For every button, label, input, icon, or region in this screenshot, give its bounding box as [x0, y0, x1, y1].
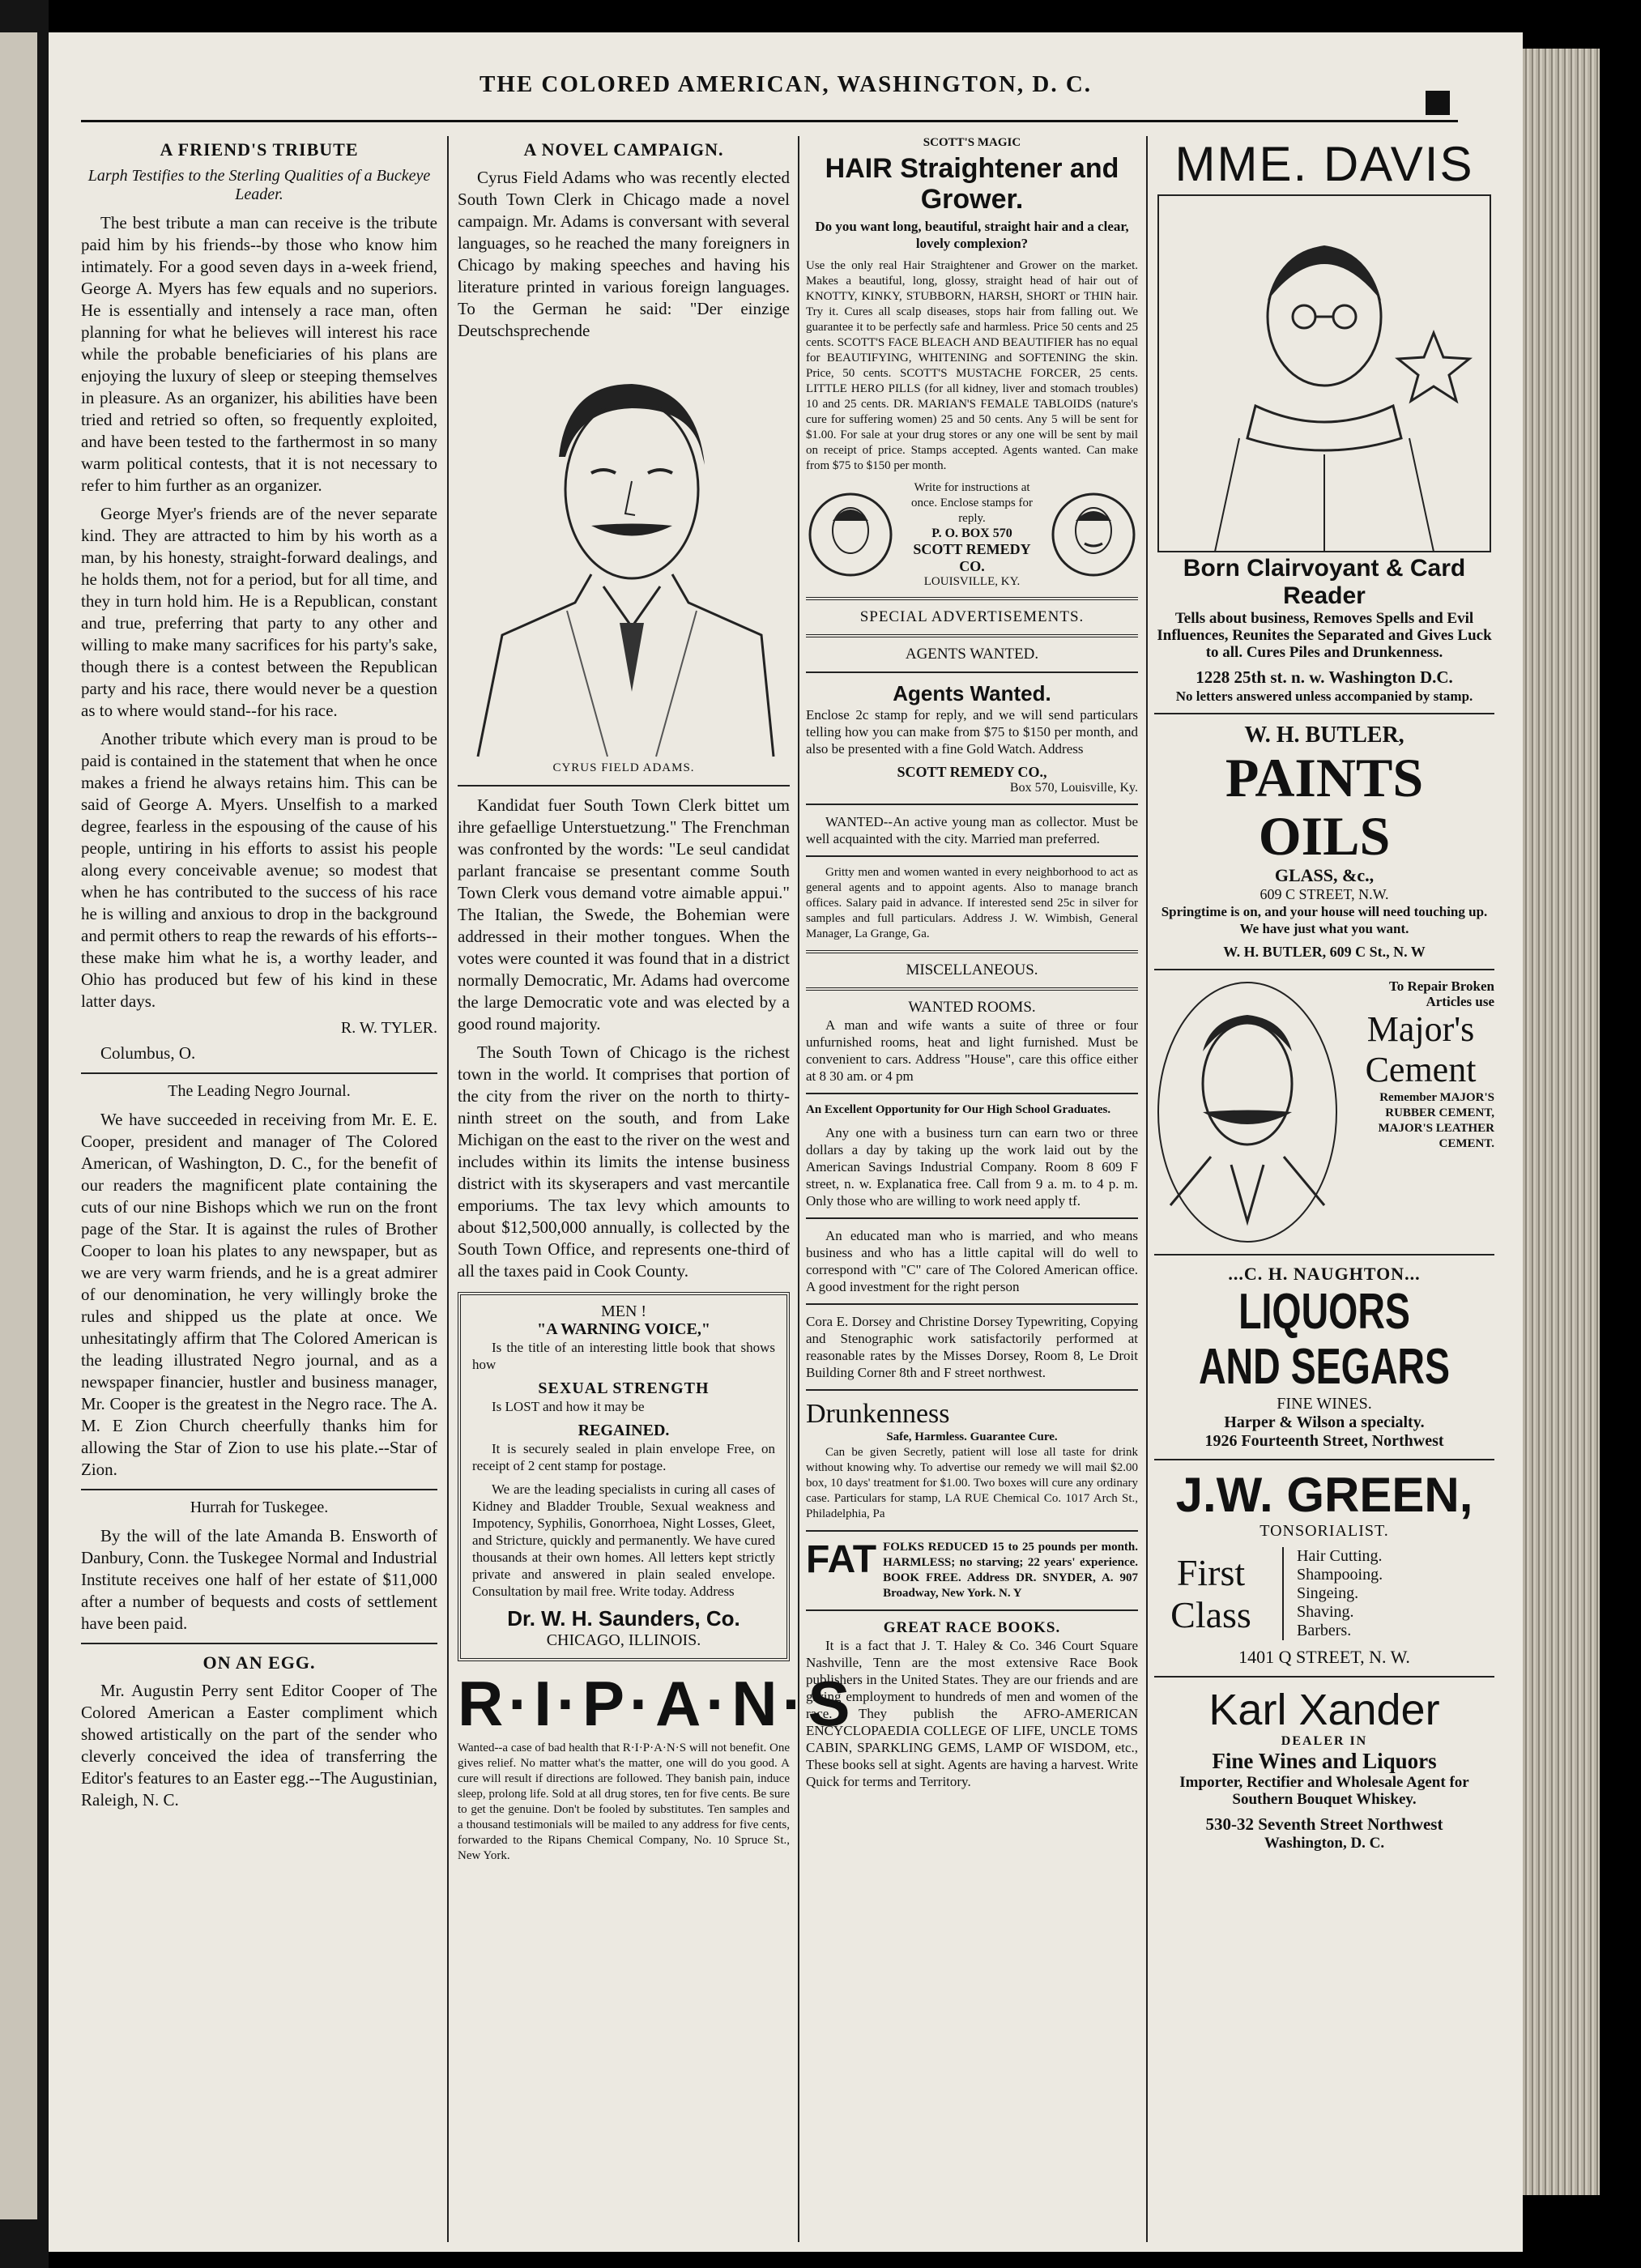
- hair-title: HAIR Straightener and Grower.: [825, 153, 1119, 215]
- men-text: We are the leading specialists in curing all cases of Kidney and Bladder Trouble, Sexual weakness and Impotency, Syphilis, Gonorrhoea, Night Losses, Gleet, and Stricture, quickly and permanently. We have cured thousands at their own homes. All letters kept strictly private and answered in plain sealed envelope. Consultation by mail free. Write today. Address: [472, 1481, 775, 1599]
- men-text: Is the title of an interesting little book that shows how: [472, 1340, 775, 1372]
- drunkenness-sub: Safe, Harmless. Guarantee Cure.: [886, 1430, 1058, 1443]
- divider: [806, 1530, 1138, 1532]
- green-services: [1154, 1547, 1494, 1640]
- journal-paragraph: We have succeeded in receiving from Mr. E. E. Cooper, president and manager of The Colored American, of Washington, D. C., for the benefit of our readers the magnificent plate containing the cuts of our nine Bishops which we run on the front page of the Star. It is against the rules of Brother Cooper to loan his plates to any newspaper, but as we are very warm friends, and he is a great admirer of our denomination, he very willingly broke the rules and shipped us the plate at once. We unhesitatingly affirm that The Colored American is the leading illustrated Negro journal, and as a newspaper financier, hustler and business manager, Mr. Cooper is the greatest in the Negro race. The A. M. E Zion Church cheerfully thanks him for allowing the Star of Zion to use his plate.--Star of Zion.: [81, 1110, 437, 1479]
- naughton-name: ...C. H. NAUGHTON...: [1228, 1264, 1421, 1284]
- harper-wilson: Harper & Wilson a specialty.: [1224, 1413, 1425, 1431]
- tuskegee-title: Hurrah for Tuskegee.: [190, 1498, 329, 1516]
- divider: [806, 1303, 1138, 1305]
- egg-title: ON AN EGG.: [202, 1652, 316, 1673]
- hair-write: Write for instructions at once. Enclose stamps for reply.: [911, 481, 1033, 525]
- top-rule: [81, 120, 1458, 122]
- mme-davis-portrait: [1158, 195, 1490, 552]
- butler-text: Springtime is on, and your house will need touching up. We have just what you want.: [1161, 904, 1488, 936]
- tribute-paragraph: George Myer's friends are of the never separate kind. They are attracted to him by his worth as a man, by his honesty, straight-forward dealings, and he holds them, not for a period, but for all time, and they in turn hold him. He is a Republican, constant and true, preferring that party to any other and willing to make many sacrifices for his party's sake, though there is a contest between the Republican party and his race, there would never be a question as to where would stand--for his race.: [81, 504, 437, 720]
- page-stack-edge: [1523, 49, 1600, 2195]
- liquors-segars: LIQUORS AND SEGARS: [1198, 1284, 1451, 1395]
- davis-title: MME. DAVIS: [1174, 137, 1474, 191]
- majors-cement: Major's Cement: [1365, 1009, 1477, 1089]
- warning-voice-ad: [458, 1292, 790, 1661]
- facing-page-edge: [0, 32, 37, 2219]
- men-subtitle: "A WARNING VOICE,": [537, 1320, 710, 1338]
- xander-wines: Fine Wines and Liquors: [1212, 1749, 1437, 1773]
- tribute-paragraph: Another tribute which every man is proud to be paid is contained in the statement that when he once makes a friend he always retains him. This can be said of George A. Myers. Unselfish to a marked degree, fearless in the espousing of the cause of his people, untiring in his efforts to assist his people along every conceivable avenue; so modest that when he has contributed to the success of his race he is willing and anxious to drop in the background and permit others to reap the rewards of his efforts--these make him what he is, a worthy leader, and Ohio has produced but few of his kind in these latter days.: [81, 729, 437, 1011]
- cyrus-adams-portrait: [470, 352, 778, 757]
- first-class: First Class: [1170, 1551, 1251, 1635]
- divider: [806, 1093, 1138, 1094]
- majors-remember: Remember MAJOR'S RUBBER CEMENT, MAJOR'S LEATHER CEMENT.: [1378, 1091, 1494, 1150]
- agents-head: AGENTS WANTED.: [905, 646, 1039, 663]
- books-text: It is a fact that J. T. Haley & Co. 346 Court Square Nashville, Tenn are the most extensive Race Book publishers in the United States. They are our friends and are giving employment to hundreds of men and women of the race. They publish the AFRO-AMERICAN ENCYCLOPAEDIA COLLEGE OF LIFE, UNCLE TOMS CABIN, SPARKLING GEMS, LAMP OF WISDOM, etc., These books sell at sight. Agents are having a harvest. Write Quick for terms and Territory.: [806, 1638, 1138, 1789]
- xander-name: Karl Xander: [1208, 1686, 1440, 1734]
- novel-paragraph: Cyrus Field Adams who was recently elected South Town Clerk in Chicago made a novel campaign. Mr. Adams is conversant with several languages, so he reached the many foreigners in Chicago by making speeches and having his literature printed in various foreign languages. To the German he said: "Der einzige Deutschsprechende: [458, 168, 790, 340]
- majors-text: [1347, 978, 1494, 1246]
- men-doctor: Dr. W. H. Saunders, Co.: [507, 1606, 740, 1631]
- page-number-block: [1426, 91, 1450, 115]
- column-rule: [1146, 136, 1148, 2242]
- novel-paragraph: Kandidat fuer South Town Clerk bittet um ihre gefaellige Unterstuetzung." The Frenchman was confronted by the words: "Le seul candidat parlant francaise se presentant comme South Town Clerk vous demand votre aimable appui." The Italian, the Swede, the Bohemian were addressed in their mother tongues. When the votes were counted it was found that in a district normally Democratic, Mr. Adams had overcome the large Democratic vote and was elected by a good round majority.: [458, 795, 790, 1034]
- men-title: MEN !: [600, 1302, 647, 1320]
- drunkenness-title: Drunkenness: [806, 1399, 950, 1429]
- portrait-caption: CYRUS FIELD ADAMS.: [552, 761, 695, 774]
- hair-company: SCOTT REMEDY CO.: [913, 541, 1031, 574]
- column-rule: [447, 136, 449, 2242]
- butler-name: W. H. BUTLER,: [1244, 723, 1404, 748]
- green-name: J.W. GREEN,: [1175, 1468, 1473, 1522]
- butler-street: 609 C STREET, N.W.: [1260, 886, 1389, 902]
- service-item: Shampooing.: [1297, 1566, 1383, 1584]
- opportunity-title: An Excellent Opportunity for Our High School Graduates.: [806, 1103, 1111, 1116]
- davis-text: Tells about business, Removes Spells and Evil Influences, Reunites the Separated and Gives Luck to all. Cures Piles and Drunkenness.: [1157, 610, 1492, 661]
- divider: [458, 785, 790, 787]
- hair-question: Do you want long, beautiful, straight hair and a clear, lovely complexion?: [815, 219, 1129, 251]
- majors-ad: [1154, 978, 1494, 1246]
- divider: [806, 1389, 1138, 1391]
- ripans-text: Wanted--a case of bad health that R·I·P·A·N·S will not benefit. One gives relief. No matter what's the matter, one will do you good. A cure will result if directions are followed. They banish pain, induce sleep, prolong life. Sold at all drug stores, ten for five cents. Be sure to get the genuine. Don't be fooled by substitutes. Ten samples and a thousand testimonials will be mailed to any address for five cents, forwarded to the Ripans Chemical Company, No. 10 Spruce St., New York.: [458, 1742, 790, 1862]
- misc-head: MISCELLANEOUS.: [906, 961, 1038, 978]
- cora-text: Cora E. Dorsey and Christine Dorsey Typewriting, Copying and Stenographic work satisfactorily performed at reasonable rates by the Misses Dorsey, Room 8, Le Droit Building Corner 8th and F street northwest.: [806, 1314, 1138, 1380]
- divider: [806, 855, 1138, 857]
- service-item: Shaving.: [1297, 1603, 1354, 1621]
- hair-city: LOUISVILLE, KY.: [923, 575, 1021, 588]
- agents-title: Agents Wanted.: [893, 681, 1051, 706]
- majors-small: To Repair Broken Articles use: [1388, 978, 1494, 1009]
- xander-city: Washington, D. C.: [1264, 1835, 1385, 1852]
- davis-address: 1228 25th st. n. w. Washington D.C.: [1196, 667, 1453, 687]
- service-item: Singeing.: [1297, 1584, 1359, 1602]
- hair-box: P. O. BOX 570: [931, 526, 1012, 540]
- xander-dealer: DEALER IN: [1281, 1734, 1368, 1748]
- divider: [1154, 713, 1494, 714]
- divider: [1154, 969, 1494, 970]
- agents-text: Enclose 2c stamp for reply, and we will send particulars telling how you can make from $75 to $150 per month, and also be presented with a fine Gold Watch. Address: [806, 707, 1138, 757]
- fine-wines: FINE WINES.: [1277, 1395, 1372, 1413]
- divider: [806, 1217, 1138, 1219]
- tribute-subtitle: Larph Testifies to the Sterling Qualities of a Buckeye Leader.: [87, 167, 431, 203]
- butler-glass: GLASS, &c.,: [1274, 865, 1375, 885]
- green-address: 1401 Q STREET, N. W.: [1238, 1647, 1410, 1667]
- divider: [81, 1643, 437, 1644]
- tribute-paragraph: The best tribute a man can receive is the tribute paid him by his friends--by those who know him intimately. For a good seven days in a-week friend, George A. Myers has few equals and no superiors. He is essentially and intensely a race man, often planning for what he believes will interest his race while the probable beneficiaries of his plans are enjoying the luxury of sleep or steeping themselves in pleasure. As an organizer, his abilities have been tried and retried so often, so frequently exploited, and have been tested to the farthermost in so many warm political contests, that it is not necessary to refer to him further as an organizer.: [81, 213, 437, 495]
- newspaper-page: [49, 32, 1523, 2252]
- ripans-logo: R·I·P·A·N·S: [458, 1668, 855, 1739]
- divider: [806, 671, 1138, 673]
- xander-address: 530-32 Seventh Street Northwest: [1205, 1814, 1443, 1834]
- divider: [806, 804, 1138, 805]
- divider: [81, 1489, 437, 1490]
- divider: [1154, 1676, 1494, 1678]
- novel-paragraph: The South Town of Chicago is the richest town in the world. It comprises that portion of the city from the river on the north to thirty-ninth street on the south, and from Lake Michigan on the east to the river on the west and includes within its limits the intense business district with its skyserapers and vast mercantile emporiums. The tax levy which amounts to about $12,500,000 annually, is collected by the South Town Office, and represents one-third of all the taxes paid in Cook County.: [458, 1042, 790, 1281]
- services-list: [1282, 1547, 1383, 1640]
- wanted-text: WANTED--An active young man as collector. Must be well acquainted with the city. Married man preferred.: [806, 814, 1138, 846]
- men-text: It is securely sealed in plain envelope Free, on receipt of 2 cent stamp for postage.: [472, 1441, 775, 1473]
- men-strength: SEXUAL STRENGTH: [538, 1379, 710, 1397]
- service-item: Barbers.: [1297, 1622, 1352, 1639]
- book-binding: [0, 0, 49, 2268]
- fat-text: FOLKS REDUCED 15 to 25 pounds per month. HARMLESS; no starving; 22 years' experience. BOOK FREE. Address DR. SNYDER, A. 907 Broadway, New York. N. Y: [883, 1541, 1138, 1600]
- journal-title: The Leading Negro Journal.: [168, 1082, 351, 1100]
- xander-text: Importer, Rectifier and Wholesale Agent for Southern Bouquet Whiskey.: [1179, 1774, 1469, 1808]
- opportunity-text: Any one with a business turn can earn two or three dollars a day by taking up the work laid out by the American Savings Industrial Company. Room 8 609 F street, n. w. Explanatica free. Call from 9 a. m. to 4 p. m. Only those who are willing to work need apply tf.: [806, 1125, 1138, 1209]
- divider: [806, 634, 1138, 637]
- divider: [806, 1609, 1138, 1611]
- fat-logo: FAT: [806, 1538, 877, 1581]
- divider: [806, 950, 1138, 953]
- mustached-man-portrait: [1154, 978, 1341, 1246]
- rooms-text: A man and wife wants a suite of three or four unfurnished rooms, heat and light furnished. Must be convenient to cars. Address "House", care this office either at 8 30 am. or 4 pm: [806, 1017, 1138, 1084]
- column-3: [806, 136, 1138, 2250]
- column-1: [81, 136, 437, 2250]
- gritty-text: Gritty men and women wanted in every neighborhood to act as general agents and to appoint agents. Also to manage branch offices. Salary paid in advance. If interested send 25c in silver for samples and full particulars. Address J. W. Wimbish, General Manager, La Grange, Ga.: [806, 866, 1138, 940]
- men-text: Is LOST and how it may be: [492, 1399, 645, 1414]
- green-subtitle: TONSORIALIST.: [1260, 1522, 1389, 1540]
- davis-note: No letters answered unless accompanied by stamp.: [1175, 688, 1473, 704]
- special-ads-head: SPECIAL ADVERTISEMENTS.: [859, 608, 1085, 625]
- books-title: GREAT RACE BOOKS.: [883, 1619, 1061, 1636]
- column-4: [1154, 136, 1494, 2250]
- tribute-title: A FRIEND'S TRIBUTE: [160, 139, 359, 160]
- tribute-signature: R. W. TYLER.: [340, 1019, 437, 1037]
- naughton-address: 1926 Fourteenth Street, Northwest: [1204, 1432, 1444, 1450]
- man-portrait-icon: [806, 490, 895, 579]
- service-item: Hair Cutting.: [1297, 1547, 1383, 1565]
- agents-company: SCOTT REMEDY CO.,: [897, 764, 1047, 780]
- hair-footer: [806, 480, 1138, 589]
- divider: [1154, 1254, 1494, 1256]
- rooms-head: WANTED ROOMS.: [908, 999, 1036, 1016]
- divider: [806, 597, 1138, 600]
- men-regained: REGAINED.: [578, 1422, 670, 1439]
- novel-campaign-title: A NOVEL CAMPAIGN.: [523, 139, 724, 160]
- egg-paragraph: Mr. Augustin Perry sent Editor Cooper of The Colored American a Easter compliment which showed artistically on the part of the sender who cleverly conceived the idea of transferring the Editor's features to an Easter egg.--The Augustinian, Raleigh, N. C.: [81, 1681, 437, 1810]
- divider: [1154, 1459, 1494, 1460]
- column-rule: [798, 136, 799, 2242]
- drunkenness-text: Can be given Secretly, patient will lose all taste for drink without knowing why. To advertise our remedy we will mail $2.00 box, 10 days' treatment for $1.00. Two boxes will cure any ordinary case. Particulars for stamp, LA RUE Chemical Co. 1017 Arch St., Philadelphia, Pa: [806, 1446, 1138, 1520]
- men-city: CHICAGO, ILLINOIS.: [546, 1631, 701, 1649]
- hair-contact: [903, 480, 1041, 589]
- tribute-place: Columbus, O.: [100, 1043, 196, 1063]
- butler-signature: W. H. BUTLER, 609 C St., N. W: [1223, 944, 1426, 960]
- divider: [806, 987, 1138, 991]
- masthead: THE COLORED AMERICAN, WASHINGTON, D. C.: [479, 71, 1093, 97]
- educated-text: An educated man who is married, and who means business and who has a little capital will do well to correspond with "C" care of The Colored American office. A good investment for the right person: [806, 1228, 1138, 1294]
- agents-address: Box 570, Louisville, Ky.: [1009, 781, 1138, 795]
- man-portrait-icon: [1049, 490, 1138, 579]
- davis-subtitle: Born Clairvoyant & Card Reader: [1183, 555, 1466, 609]
- hair-text: Use the only real Hair Straightener and Grower on the market. Makes a beautiful, long, glossy, straight head of hair out of KNOTTY, KINKY, STUBBORN, HARSH, SHORT or THIN hair. Try it. Cures all scalp diseases, stops hair from falling out. We guarantee it to be perfectly safe and harmless. Price 50 cents and 25 cents. SCOTT'S FACE BLEACH AND BEAUTIFIER has no equal for BEAUTIFYING, WHITENING and SOFTENING the skin. Price, 50 cents. SCOTT'S MUSTACHE FORCER, 25 cents. LITTLE HERO PILLS (for all kidney, liver and stomach troubles) 10 and 25 cents. DR. MARIAN'S FEMALE TABLOIDS (nature's cure for suffering women) 25 and 50 cents. Any 5 will be sent for $1.00. For sale at your drug stores or any one will be sent by mail on receipt of price. Stamps accepted. Agents wanted. Can make from $75 to $150 per month.: [806, 259, 1138, 472]
- hair-kicker: SCOTT'S MAGIC: [923, 136, 1021, 149]
- divider: [81, 1072, 437, 1074]
- butler-paints: PAINTS OILS: [1225, 747, 1424, 867]
- tuskegee-paragraph: By the will of the late Amanda B. Ensworth of Danbury, Conn. the Tuskegee Normal and Industrial Institute receives one half of her estate of $11,000 after a number of bequests and costs of settlement have been paid.: [81, 1526, 437, 1633]
- fat-ad: [806, 1540, 1138, 1601]
